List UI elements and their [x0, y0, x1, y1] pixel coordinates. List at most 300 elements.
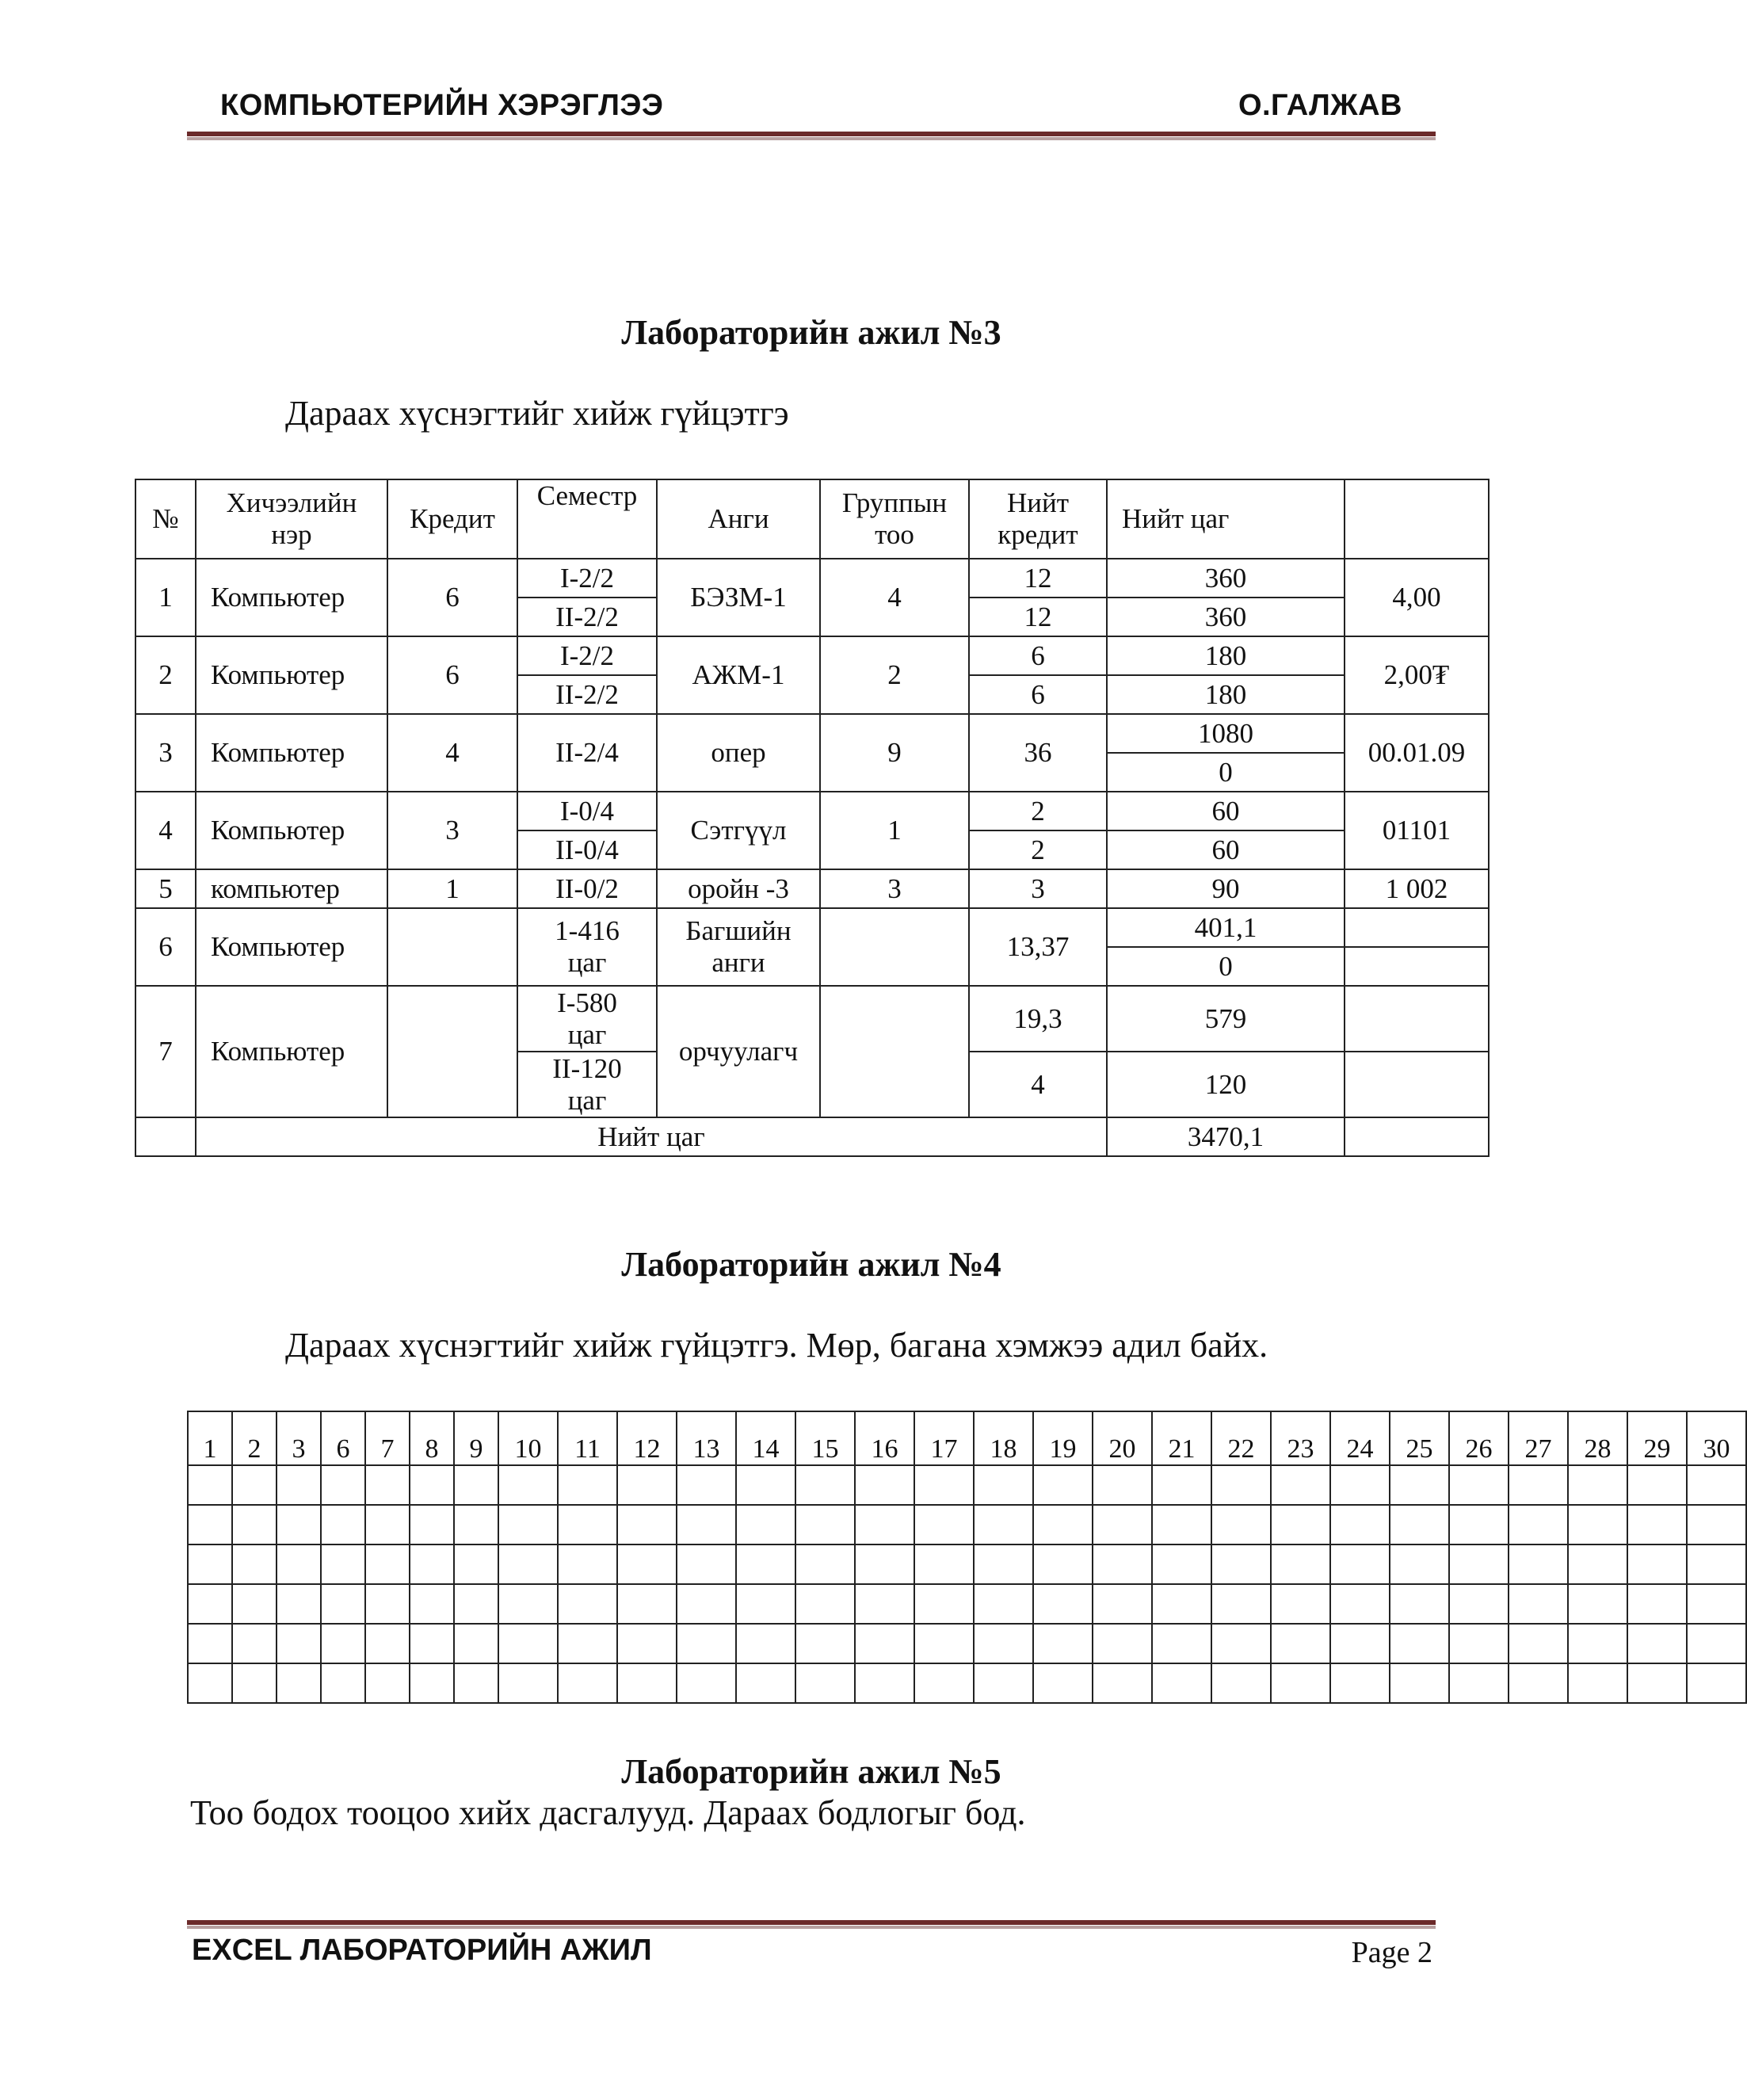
- grid-cell: [232, 1544, 277, 1584]
- grid-cell: [1093, 1505, 1152, 1544]
- cell-subject: Компьютер: [196, 714, 387, 792]
- grid-row: [188, 1624, 1746, 1663]
- lab3-table: [135, 479, 1490, 1157]
- grid-column-number: 14: [736, 1411, 795, 1465]
- table-row: [135, 559, 1489, 598]
- lab3-title: Лабораторийн ажил №3: [621, 313, 1001, 352]
- header-semester: Семестр: [517, 479, 657, 559]
- grid-cell: [454, 1505, 498, 1544]
- lab4-title: Лабораторийн ажил №4: [621, 1245, 1001, 1284]
- grid-cell: [795, 1544, 855, 1584]
- grid-cell: [498, 1624, 558, 1663]
- cell-total-credit: 19,3: [969, 986, 1107, 1052]
- grid-cell: [855, 1624, 914, 1663]
- grid-cell: [974, 1624, 1033, 1663]
- grid-cell: [795, 1505, 855, 1544]
- grid-cell: [454, 1465, 498, 1505]
- cell-total-hours: 579: [1107, 986, 1345, 1052]
- cell-subject: Компьютер: [196, 559, 387, 636]
- cell-credit: 3: [387, 792, 517, 869]
- grid-cell: [1390, 1584, 1449, 1624]
- grid-cell: [498, 1584, 558, 1624]
- grid-cell: [795, 1624, 855, 1663]
- cell-subject: Компьютер: [196, 986, 387, 1117]
- grid-cell: [736, 1584, 795, 1624]
- grid-cell: [321, 1624, 365, 1663]
- grid-column-number: 10: [498, 1411, 558, 1465]
- grid-cell: [277, 1663, 321, 1703]
- grid-cell: [914, 1663, 974, 1703]
- footer-rule-shadow: [187, 1926, 1436, 1929]
- grid-cell: [1093, 1584, 1152, 1624]
- grid-cell: [1330, 1663, 1390, 1703]
- grid-cell: [1152, 1663, 1211, 1703]
- cell-groups: 1: [820, 792, 969, 869]
- cell-credit: 1: [387, 869, 517, 908]
- cell-semester: II-2/2: [517, 598, 657, 636]
- grid-cell: [1687, 1584, 1746, 1624]
- table-row: [135, 986, 1489, 1052]
- grid-column-number: 26: [1449, 1411, 1509, 1465]
- grid-cell: [1627, 1544, 1687, 1584]
- grid-cell: [321, 1544, 365, 1584]
- header-rule-shadow: [187, 137, 1436, 140]
- grid-cell: [677, 1544, 736, 1584]
- grid-cell: [558, 1505, 617, 1544]
- grid-cell: [1271, 1544, 1330, 1584]
- cell-total-credit: 12: [969, 559, 1107, 598]
- grid-row: [188, 1544, 1746, 1584]
- grid-column-number: 12: [617, 1411, 677, 1465]
- grid-cell: [914, 1505, 974, 1544]
- cell-total-hours: 60: [1107, 792, 1345, 830]
- grid-cell: [1330, 1624, 1390, 1663]
- grid-cell: [795, 1465, 855, 1505]
- grid-cell: [558, 1544, 617, 1584]
- grid-cell: [617, 1505, 677, 1544]
- cell-semester-line2: цаг: [567, 947, 607, 978]
- grid-cell: [277, 1465, 321, 1505]
- grid-cell: [232, 1663, 277, 1703]
- grid-cell: [914, 1584, 974, 1624]
- table-row: [135, 714, 1489, 753]
- table-row: [135, 792, 1489, 830]
- grid-cell: [498, 1663, 558, 1703]
- grid-cell: [1568, 1584, 1627, 1624]
- grid-cell: [1449, 1505, 1509, 1544]
- grid-cell: [454, 1624, 498, 1663]
- grid-cell: [1449, 1465, 1509, 1505]
- grid-column-number: 25: [1390, 1411, 1449, 1465]
- grid-cell: [1271, 1624, 1330, 1663]
- grid-cell: [1627, 1624, 1687, 1663]
- grid-cell: [677, 1584, 736, 1624]
- cell-extra: [1345, 986, 1489, 1052]
- cell-groups: 9: [820, 714, 969, 792]
- cell-semester-line1: 1-416: [555, 915, 620, 946]
- grid-cell: [410, 1505, 454, 1544]
- cell-total-hours: 180: [1107, 675, 1345, 714]
- cell-class: орчуулагч: [657, 986, 820, 1117]
- cell-extra: 1 002: [1345, 869, 1489, 908]
- cell-class-line2: анги: [711, 947, 765, 978]
- grid-column-number: 2: [232, 1411, 277, 1465]
- grid-cell: [855, 1663, 914, 1703]
- grid-cell: [410, 1544, 454, 1584]
- grid-column-number: 20: [1093, 1411, 1152, 1465]
- grid-cell: [410, 1465, 454, 1505]
- grid-column-number: 15: [795, 1411, 855, 1465]
- cell-total-credit: 2: [969, 830, 1107, 869]
- grid-cell: [277, 1584, 321, 1624]
- cell-semester: I-2/2: [517, 636, 657, 675]
- grid-column-number: 30: [1687, 1411, 1746, 1465]
- header-class: Анги: [657, 479, 820, 559]
- grid-cell: [365, 1505, 410, 1544]
- cell-total-hours: 360: [1107, 559, 1345, 598]
- grid-column-number: 1: [188, 1411, 232, 1465]
- footer-title: EXCEL ЛАБОРАТОРИЙН АЖИЛ: [192, 1934, 652, 1967]
- cell-credit: 4: [387, 714, 517, 792]
- grid-cell: [365, 1465, 410, 1505]
- header-left-title: КОМПЬЮТЕРИЙН ХЭРЭГЛЭЭ: [220, 89, 664, 122]
- grid-cell: [232, 1584, 277, 1624]
- grid-cell: [188, 1624, 232, 1663]
- cell-semester: [517, 908, 657, 986]
- header-total-hours: Нийт цаг: [1107, 479, 1345, 559]
- grid-cell: [1330, 1465, 1390, 1505]
- grid-cell: [1330, 1584, 1390, 1624]
- grid-column-number: 11: [558, 1411, 617, 1465]
- grid-cell: [1093, 1663, 1152, 1703]
- cell-semester: [517, 986, 657, 1052]
- grid-cell: [321, 1663, 365, 1703]
- header-total-credit: [969, 479, 1107, 559]
- cell-total-hours: 360: [1107, 598, 1345, 636]
- grid-cell: [188, 1544, 232, 1584]
- total-value: 3470,1: [1107, 1117, 1345, 1156]
- cell-semester: II-0/4: [517, 830, 657, 869]
- grid-cell: [855, 1465, 914, 1505]
- cell-extra: [1345, 1052, 1489, 1117]
- grid-column-number: 16: [855, 1411, 914, 1465]
- grid-cell: [410, 1663, 454, 1703]
- grid-cell: [1687, 1624, 1746, 1663]
- grid-cell: [1687, 1505, 1746, 1544]
- grid-cell: [1568, 1624, 1627, 1663]
- grid-cell: [321, 1465, 365, 1505]
- grid-cell: [232, 1505, 277, 1544]
- grid-cell: [1271, 1584, 1330, 1624]
- grid-cell: [617, 1624, 677, 1663]
- grid-cell: [736, 1624, 795, 1663]
- grid-column-number: 17: [914, 1411, 974, 1465]
- cell-semester: II-2/2: [517, 675, 657, 714]
- cell-class: [657, 908, 820, 986]
- grid-cell: [1687, 1544, 1746, 1584]
- grid-cell: [1033, 1584, 1093, 1624]
- header-no: №: [135, 479, 196, 559]
- cell-class: БЭЗМ-1: [657, 559, 820, 636]
- header-groups-line1: Группын: [841, 487, 948, 518]
- header-subject-line2: нэр: [271, 519, 312, 550]
- grid-cell: [855, 1505, 914, 1544]
- grid-cell: [365, 1663, 410, 1703]
- grid-cell: [677, 1505, 736, 1544]
- grid-cell: [1627, 1584, 1687, 1624]
- total-row: [135, 1117, 1489, 1156]
- grid-cell: [1033, 1505, 1093, 1544]
- cell-total-credit: 6: [969, 636, 1107, 675]
- grid-cell: [1449, 1584, 1509, 1624]
- cell-total-hours: 90: [1107, 869, 1345, 908]
- cell-semester: I-0/4: [517, 792, 657, 830]
- grid-cell: [1033, 1624, 1093, 1663]
- grid-cell: [855, 1544, 914, 1584]
- cell-subject: Компьютер: [196, 908, 387, 986]
- grid-cell: [1271, 1663, 1330, 1703]
- grid-cell: [232, 1624, 277, 1663]
- grid-cell: [410, 1584, 454, 1624]
- grid-cell: [974, 1505, 1033, 1544]
- grid-cell: [677, 1465, 736, 1505]
- lab3-instruction: Дараах хүснэгтийг хийж гүйцэтгэ: [285, 394, 789, 433]
- cell-no: 2: [135, 636, 196, 714]
- cell-class: оройн -3: [657, 869, 820, 908]
- grid-cell: [1093, 1465, 1152, 1505]
- cell-total-credit: 4: [969, 1052, 1107, 1117]
- grid-cell: [1033, 1544, 1093, 1584]
- grid-cell: [498, 1505, 558, 1544]
- total-label: Нийт цаг: [196, 1117, 1107, 1156]
- header-total-credit-line2: кредит: [997, 519, 1078, 550]
- grid-cell: [1509, 1465, 1568, 1505]
- cell-subject: Компьютер: [196, 636, 387, 714]
- grid-cell: [1509, 1544, 1568, 1584]
- grid-cell: [1271, 1505, 1330, 1544]
- cell-semester: II-0/2: [517, 869, 657, 908]
- footer-rule: [187, 1920, 1436, 1925]
- lab4-instruction: Дараах хүснэгтийг хийж гүйцэтгэ. Мөр, багана хэмжээ адил байх.: [285, 1326, 1268, 1365]
- cell-extra: 4,00: [1345, 559, 1489, 636]
- cell-groups: 2: [820, 636, 969, 714]
- grid-cell: [736, 1544, 795, 1584]
- grid-cell: [1033, 1465, 1093, 1505]
- grid-cell: [1211, 1505, 1271, 1544]
- cell-extra: 00.01.09: [1345, 714, 1489, 792]
- cell-no: [135, 1117, 196, 1156]
- grid-cell: [974, 1544, 1033, 1584]
- grid-cell: [617, 1663, 677, 1703]
- grid-cell: [1152, 1544, 1211, 1584]
- grid-cell: [454, 1663, 498, 1703]
- grid-column-number: 9: [454, 1411, 498, 1465]
- grid-cell: [365, 1584, 410, 1624]
- grid-cell: [1211, 1465, 1271, 1505]
- grid-cell: [277, 1505, 321, 1544]
- table-row: [135, 869, 1489, 908]
- grid-cell: [677, 1624, 736, 1663]
- grid-cell: [558, 1584, 617, 1624]
- cell-no: 7: [135, 986, 196, 1117]
- cell-extra: [1345, 947, 1489, 986]
- grid-cell: [1509, 1663, 1568, 1703]
- header-subject: [196, 479, 387, 559]
- grid-cell: [188, 1505, 232, 1544]
- grid-cell: [498, 1544, 558, 1584]
- grid-cell: [1093, 1544, 1152, 1584]
- grid-cell: [1152, 1584, 1211, 1624]
- cell-credit: [387, 908, 517, 986]
- page-number: Page 2: [1351, 1936, 1432, 1969]
- grid-cell: [617, 1584, 677, 1624]
- grid-cell: [617, 1544, 677, 1584]
- cell-groups: [820, 908, 969, 986]
- grid-cell: [974, 1663, 1033, 1703]
- grid-cell: [1687, 1663, 1746, 1703]
- grid-cell: [1152, 1465, 1211, 1505]
- grid-cell: [736, 1465, 795, 1505]
- cell-extra: 01101: [1345, 792, 1489, 869]
- grid-column-number: 28: [1568, 1411, 1627, 1465]
- header-rule: [187, 132, 1436, 136]
- grid-cell: [855, 1584, 914, 1624]
- grid-cell: [1449, 1544, 1509, 1584]
- lab5-instruction: Тоо бодох тооцоо хийх дасгалууд. Дараах бодлогыг бод.: [190, 1793, 1026, 1832]
- grid-column-number: 6: [321, 1411, 365, 1465]
- grid-cell: [1390, 1663, 1449, 1703]
- grid-cell: [1449, 1624, 1509, 1663]
- grid-column-number: 8: [410, 1411, 454, 1465]
- grid-cell: [232, 1465, 277, 1505]
- grid-cell: [558, 1663, 617, 1703]
- grid-cell: [1211, 1544, 1271, 1584]
- grid-cell: [1211, 1663, 1271, 1703]
- cell-no: 1: [135, 559, 196, 636]
- grid-cell: [1568, 1465, 1627, 1505]
- header-subject-line1: Хичээлийн: [226, 487, 357, 518]
- cell-total-hours: 401,1: [1107, 908, 1345, 947]
- grid-cell: [736, 1663, 795, 1703]
- grid-cell: [914, 1624, 974, 1663]
- grid-cell: [1211, 1624, 1271, 1663]
- cell-total-hours: 0: [1107, 753, 1345, 792]
- grid-cell: [1568, 1663, 1627, 1703]
- grid-cell: [1271, 1465, 1330, 1505]
- grid-column-number: 21: [1152, 1411, 1211, 1465]
- grid-column-number: 22: [1211, 1411, 1271, 1465]
- grid-cell: [1093, 1624, 1152, 1663]
- header-extra: [1345, 479, 1489, 559]
- grid-row: [188, 1584, 1746, 1624]
- grid-cell: [914, 1465, 974, 1505]
- cell-semester: II-2/4: [517, 714, 657, 792]
- grid-column-number: 27: [1509, 1411, 1568, 1465]
- grid-row: [188, 1663, 1746, 1703]
- grid-cell: [410, 1624, 454, 1663]
- grid-cell: [321, 1584, 365, 1624]
- grid-cell: [1390, 1505, 1449, 1544]
- cell-total-credit: 2: [969, 792, 1107, 830]
- grid-column-number: 29: [1627, 1411, 1687, 1465]
- cell-total-credit: 6: [969, 675, 1107, 714]
- cell-extra: [1345, 1117, 1489, 1156]
- grid-cell: [795, 1584, 855, 1624]
- grid-cell: [1687, 1465, 1746, 1505]
- grid-column-number: 18: [974, 1411, 1033, 1465]
- grid-cell: [1390, 1544, 1449, 1584]
- grid-cell: [974, 1465, 1033, 1505]
- header-total-credit-line1: Нийт: [1006, 487, 1070, 518]
- grid-row: [188, 1505, 1746, 1544]
- cell-extra: 2,00₮: [1345, 636, 1489, 714]
- cell-subject: компьютер: [196, 869, 387, 908]
- lab4-grid: [187, 1411, 1747, 1704]
- grid-cell: [1568, 1505, 1627, 1544]
- grid-cell: [1568, 1544, 1627, 1584]
- grid-row: [188, 1465, 1746, 1505]
- lab4-grid-viewport: [187, 1411, 1730, 1712]
- grid-cell: [795, 1663, 855, 1703]
- grid-cell: [736, 1505, 795, 1544]
- grid-cell: [1211, 1584, 1271, 1624]
- cell-groups: [820, 986, 969, 1117]
- grid-header-row: [188, 1411, 1746, 1465]
- grid-column-number: 13: [677, 1411, 736, 1465]
- cell-semester-line1: II-120: [552, 1052, 622, 1084]
- grid-column-number: 24: [1330, 1411, 1390, 1465]
- grid-cell: [914, 1544, 974, 1584]
- grid-cell: [1390, 1624, 1449, 1663]
- table-row: [135, 636, 1489, 675]
- grid-cell: [1509, 1624, 1568, 1663]
- grid-cell: [1509, 1584, 1568, 1624]
- grid-cell: [1509, 1505, 1568, 1544]
- cell-class: Сэтгүүл: [657, 792, 820, 869]
- grid-cell: [188, 1663, 232, 1703]
- cell-no: 6: [135, 908, 196, 986]
- cell-semester: [517, 1052, 657, 1117]
- grid-cell: [1152, 1505, 1211, 1544]
- cell-credit: 6: [387, 559, 517, 636]
- header-groups-line2: тоо: [875, 519, 914, 550]
- cell-total-hours: 0: [1107, 947, 1345, 986]
- cell-total-credit: 36: [969, 714, 1107, 792]
- cell-semester-line2: цаг: [567, 1018, 607, 1050]
- grid-cell: [1627, 1465, 1687, 1505]
- grid-cell: [365, 1624, 410, 1663]
- cell-total-credit: 3: [969, 869, 1107, 908]
- grid-column-number: 19: [1033, 1411, 1093, 1465]
- cell-total-credit: 12: [969, 598, 1107, 636]
- grid-cell: [1627, 1663, 1687, 1703]
- grid-cell: [454, 1544, 498, 1584]
- grid-cell: [558, 1465, 617, 1505]
- grid-cell: [365, 1544, 410, 1584]
- cell-no: 5: [135, 869, 196, 908]
- grid-cell: [321, 1505, 365, 1544]
- cell-credit: [387, 986, 517, 1117]
- grid-column-number: 7: [365, 1411, 410, 1465]
- cell-extra: [1345, 908, 1489, 947]
- cell-subject: Компьютер: [196, 792, 387, 869]
- grid-cell: [498, 1465, 558, 1505]
- grid-cell: [188, 1465, 232, 1505]
- header-right-author: О.ГАЛЖАВ: [1238, 89, 1402, 122]
- grid-column-number: 3: [277, 1411, 321, 1465]
- grid-cell: [1627, 1505, 1687, 1544]
- header-credit: Кредит: [387, 479, 517, 559]
